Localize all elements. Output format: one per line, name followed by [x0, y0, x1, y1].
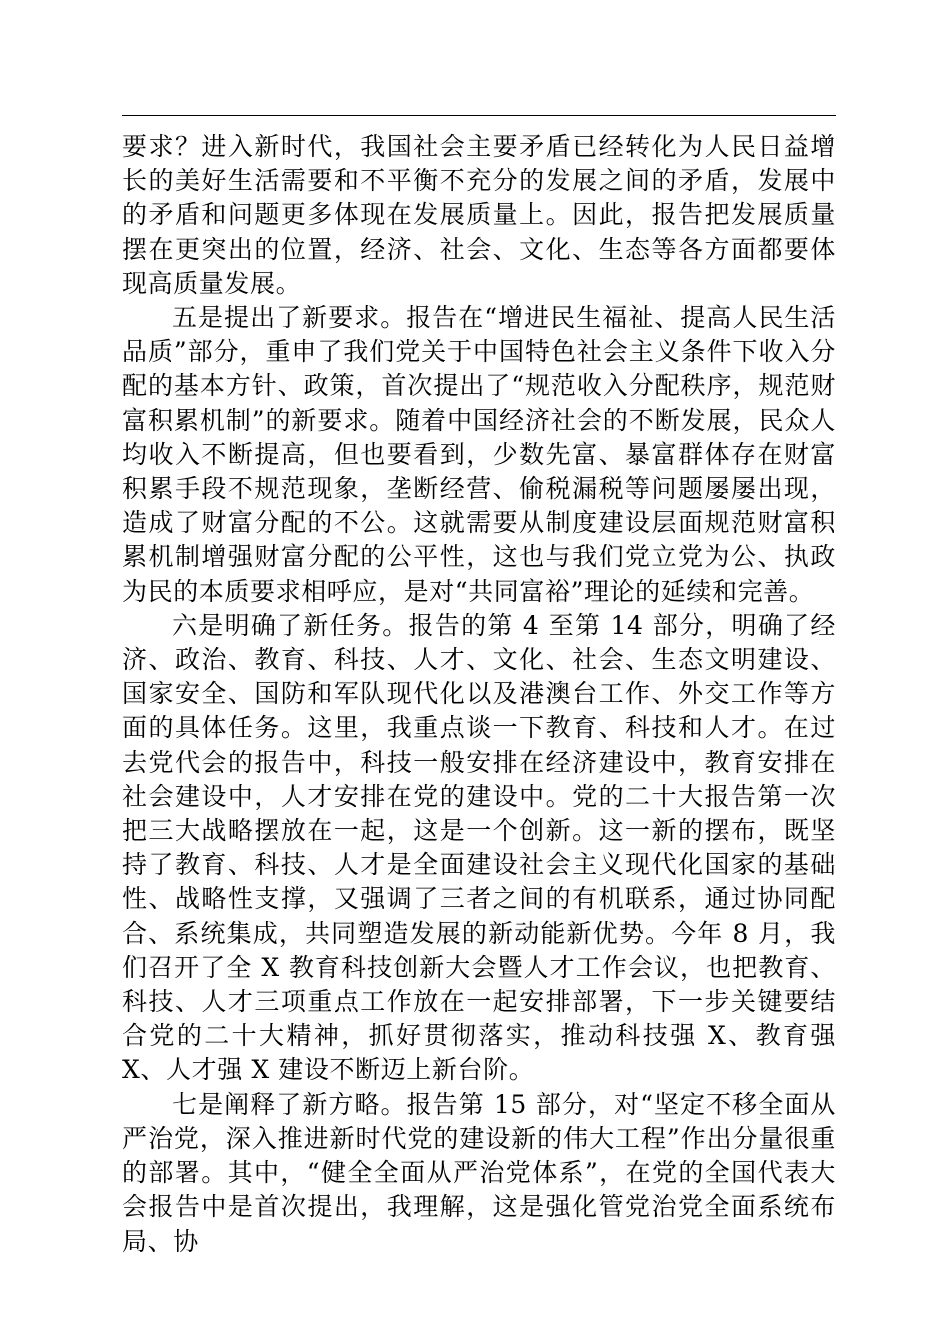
paragraph-five-new-requirements: 五是提出了新要求。报告在“增进民生福祉、提高人民生活品质”部分，重申了我们党关于中国特色社会主义条件下收入分配的基本方针、政策，首次提出了“规范收入分配秩序，规范财富积累机制”的新要求。随着中国经济社会的不断发展，民众人均收入不断提高，但也要看到，少数先富、暴富群体存在财富积累手段不规范现象，垄断经营、偷税漏税等问题屡屡出现，造成了财富分配的不公。这就需要从制度建设层面规范财富积累机制增强财富分配的公平性，这也与我们党立党为公、执政为民的本质要求相呼应，是对“共同富裕”理论的延续和完善。	[122, 303, 836, 606]
paragraph-seven-new-strategy: 七是阐释了新方略。报告第 15 部分，对“坚定不移全面从严治党，深入推进新时代党的建设新的伟大工程”作出分量很重的部署。其中，“健全全面从严治党体系”，在党的全国代表大会报告中是首次提出，我理解，这是强化管党治党全面系统布局、协	[122, 1089, 836, 1256]
header-rule	[122, 115, 836, 116]
body-text	[122, 130, 836, 1259]
paragraph-continuation: 要求？进入新时代，我国社会主要矛盾已经转化为人民日益增长的美好生活需要和不平衡不充分的发展之间的矛盾，发展中的矛盾和问题更多体现在发展质量上。因此，报告把发展质量摆在更突出的位置，经济、社会、文化、生态等各方面都要体现高质量发展。	[122, 132, 836, 298]
paragraph-six-new-tasks: 六是明确了新任务。报告的第 4 至第 14 部分，明确了经济、政治、教育、科技、人才、文化、社会、生态文明建设、国家安全、国防和军队现代化以及港澳台工作、外交工作等方面的具体任务。这里，我重点谈一下教育、科技和人才。在过去党代会的报告中，科技一般安排在经济建设中，教育安排在社会建设中，人才安排在党的建设中。党的二十大报告第一次把三大战略摆放在一起，这是一个创新。这一新的摆布，既坚持了教育、科技、人才是全面建设社会主义现代化国家的基础性、战略性支撑，又强调了三者之间的有机联系，通过协同配合、系统集成，共同塑造发展的新动能新优势。今年 8 月，我们召开了全 X 教育科技创新大会暨人才工作会议，也把教育、科技、人才三项重点工作放在一起安排部署，下一步关键要结合党的二十大精神，抓好贯彻落实，推动科技强 X、教育强 X、人才强 X 建设不断迈上新台阶。	[122, 610, 836, 1085]
